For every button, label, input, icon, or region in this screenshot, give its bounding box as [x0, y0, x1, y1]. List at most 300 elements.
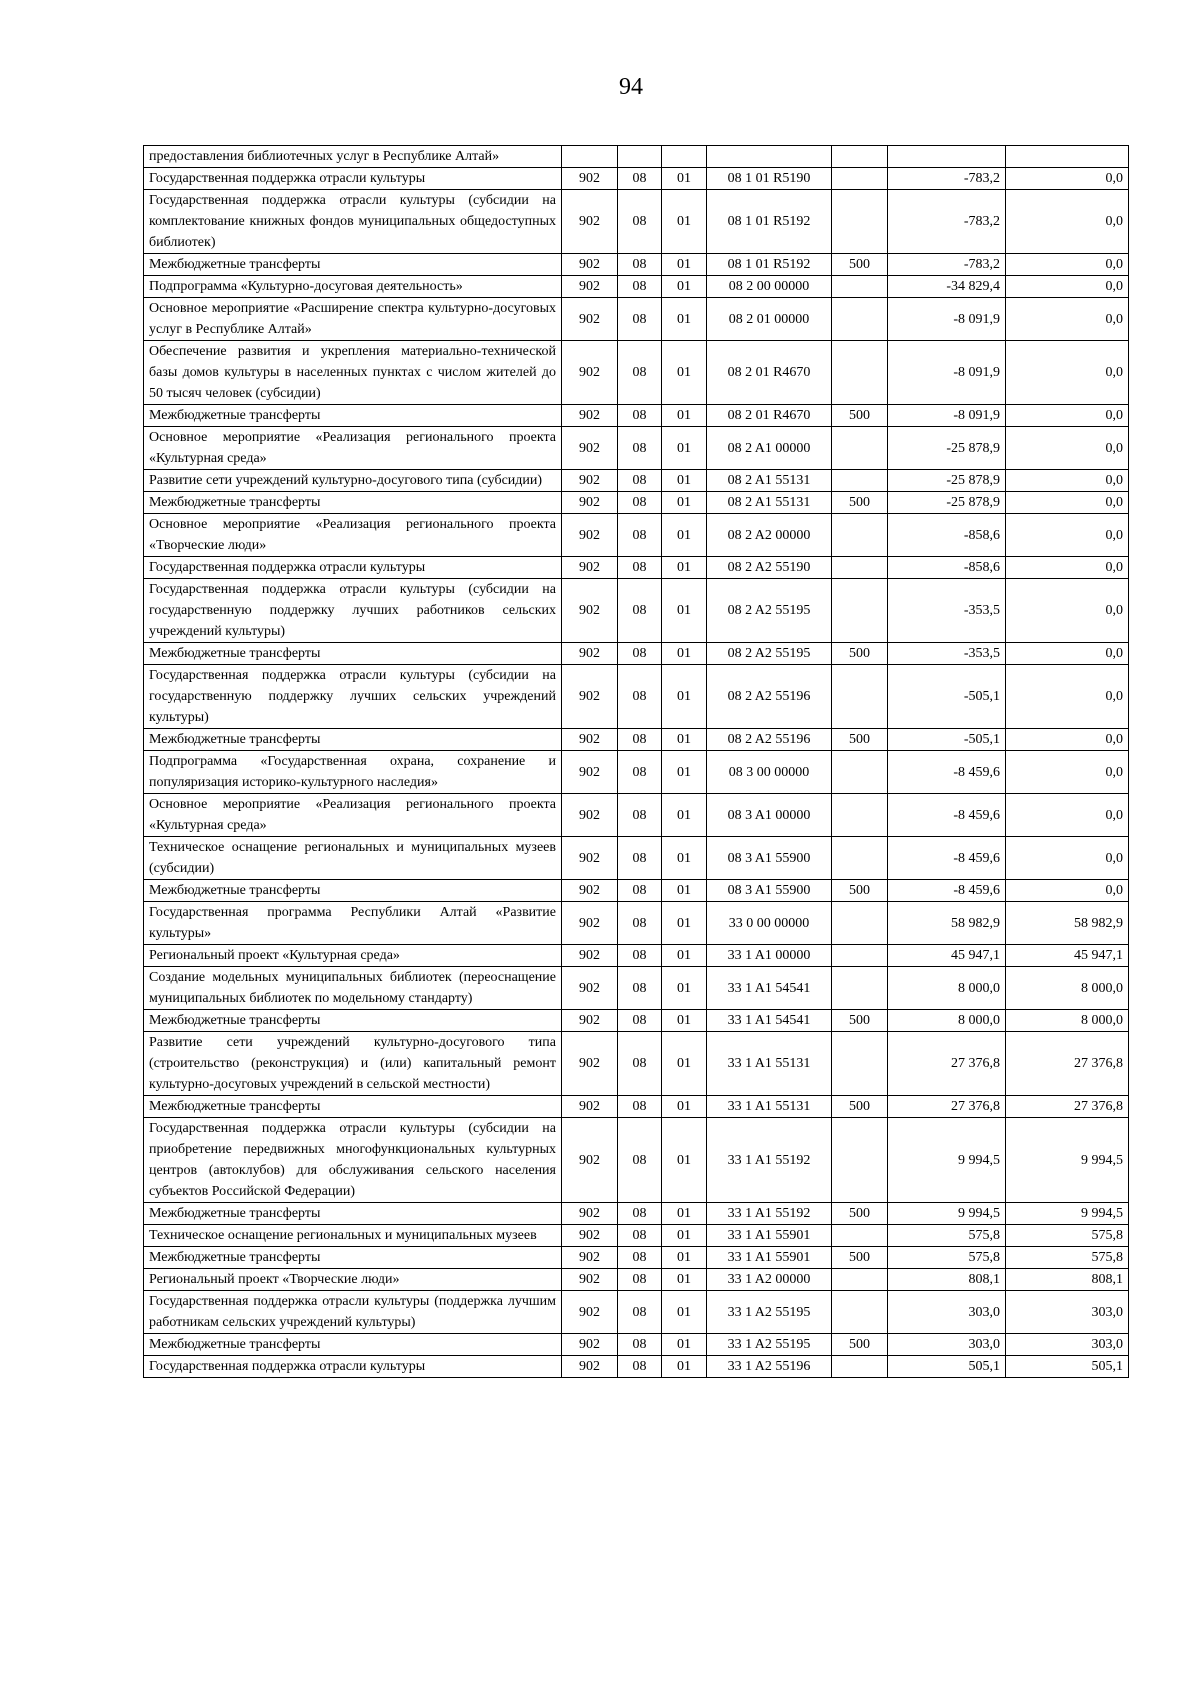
expense-type-cell: 500 — [832, 1247, 888, 1269]
target-article-cell: 08 2 A2 55195 — [707, 579, 832, 643]
table-row — [144, 902, 1129, 945]
table-body — [144, 146, 1129, 1378]
section-code-cell: 08 — [618, 1096, 662, 1118]
amount-year-2-cell: 575,8 — [1006, 1225, 1129, 1247]
amount-year-1-cell: -783,2 — [888, 254, 1006, 276]
expense-type-cell — [832, 794, 888, 837]
section-code-cell: 08 — [618, 1010, 662, 1032]
item-name-cell: Государственная поддержка отрасли культуры — [144, 168, 562, 190]
amount-year-1-cell: 303,0 — [888, 1334, 1006, 1356]
item-name-cell: Межбюджетные трансферты — [144, 1010, 562, 1032]
amount-year-1-cell: -34 829,4 — [888, 276, 1006, 298]
section-code-cell: 08 — [618, 492, 662, 514]
amount-year-2-cell: 27 376,8 — [1006, 1032, 1129, 1096]
target-article-cell: 33 1 A1 55131 — [707, 1032, 832, 1096]
item-name-cell: Обеспечение развития и укрепления материально-технической базы домов культуры в населенных пунктах с числом жителей до 50 тысяч человек (субсидии) — [144, 341, 562, 405]
item-name-cell: Межбюджетные трансферты — [144, 1334, 562, 1356]
amount-year-2-cell: 0,0 — [1006, 557, 1129, 579]
amount-year-1-cell: -25 878,9 — [888, 470, 1006, 492]
subsection-code-cell: 01 — [662, 643, 707, 665]
subsection-code-cell: 01 — [662, 168, 707, 190]
amount-year-1-cell: -8 459,6 — [888, 794, 1006, 837]
item-name-cell: Государственная поддержка отрасли культуры (субсидии на государственную поддержку лучших сельских учреждений культуры) — [144, 665, 562, 729]
subsection-code-cell: 01 — [662, 1291, 707, 1334]
item-name-cell: Межбюджетные трансферты — [144, 1203, 562, 1225]
expense-type-cell — [832, 1291, 888, 1334]
target-article-cell: 08 3 00 00000 — [707, 751, 832, 794]
expense-type-cell — [832, 514, 888, 557]
target-article-cell: 33 1 A1 55192 — [707, 1118, 832, 1203]
section-code-cell: 08 — [618, 190, 662, 254]
amount-year-1-cell: -25 878,9 — [888, 492, 1006, 514]
expense-type-cell — [832, 837, 888, 880]
table-row — [144, 751, 1129, 794]
section-code-cell: 08 — [618, 298, 662, 341]
amount-year-2-cell: 0,0 — [1006, 643, 1129, 665]
subsection-code-cell — [662, 146, 707, 168]
amount-year-2-cell: 9 994,5 — [1006, 1118, 1129, 1203]
target-article-cell: 08 2 A2 55196 — [707, 665, 832, 729]
table-row — [144, 427, 1129, 470]
section-code-cell: 08 — [618, 514, 662, 557]
subsection-code-cell: 01 — [662, 1225, 707, 1247]
subsection-code-cell: 01 — [662, 1334, 707, 1356]
subsection-code-cell: 01 — [662, 298, 707, 341]
item-name-cell: предоставления библиотечных услуг в Республике Алтай» — [144, 146, 562, 168]
target-article-cell: 08 3 A1 55900 — [707, 880, 832, 902]
ministry-code-cell: 902 — [562, 427, 618, 470]
subsection-code-cell: 01 — [662, 427, 707, 470]
table-row — [144, 1225, 1129, 1247]
expense-type-cell — [832, 298, 888, 341]
section-code-cell: 08 — [618, 427, 662, 470]
ministry-code-cell: 902 — [562, 751, 618, 794]
section-code-cell: 08 — [618, 276, 662, 298]
ministry-code-cell: 902 — [562, 276, 618, 298]
item-name-cell: Техническое оснащение региональных и муниципальных музеев (субсидии) — [144, 837, 562, 880]
ministry-code-cell: 902 — [562, 1269, 618, 1291]
ministry-code-cell: 902 — [562, 190, 618, 254]
ministry-code-cell: 902 — [562, 643, 618, 665]
section-code-cell: 08 — [618, 880, 662, 902]
expense-type-cell — [832, 168, 888, 190]
item-name-cell: Государственная программа Республики Алтай «Развитие культуры» — [144, 902, 562, 945]
expense-type-cell — [832, 427, 888, 470]
table-row — [144, 405, 1129, 427]
subsection-code-cell: 01 — [662, 470, 707, 492]
amount-year-1-cell: 8 000,0 — [888, 967, 1006, 1010]
subsection-code-cell: 01 — [662, 665, 707, 729]
amount-year-2-cell: 575,8 — [1006, 1247, 1129, 1269]
amount-year-1-cell: 575,8 — [888, 1247, 1006, 1269]
amount-year-2-cell: 0,0 — [1006, 276, 1129, 298]
table-row — [144, 470, 1129, 492]
amount-year-2-cell: 0,0 — [1006, 751, 1129, 794]
item-name-cell: Межбюджетные трансферты — [144, 880, 562, 902]
expense-type-cell — [832, 1356, 888, 1378]
section-code-cell: 08 — [618, 579, 662, 643]
table-row — [144, 190, 1129, 254]
subsection-code-cell: 01 — [662, 557, 707, 579]
item-name-cell: Подпрограмма «Культурно-досуговая деятельность» — [144, 276, 562, 298]
item-name-cell: Региональный проект «Культурная среда» — [144, 945, 562, 967]
section-code-cell: 08 — [618, 902, 662, 945]
item-name-cell: Развитие сети учреждений культурно-досугового типа (субсидии) — [144, 470, 562, 492]
table-row — [144, 1010, 1129, 1032]
section-code-cell: 08 — [618, 837, 662, 880]
ministry-code-cell: 902 — [562, 405, 618, 427]
subsection-code-cell: 01 — [662, 1010, 707, 1032]
subsection-code-cell: 01 — [662, 405, 707, 427]
section-code-cell: 08 — [618, 1118, 662, 1203]
ministry-code-cell: 902 — [562, 1203, 618, 1225]
subsection-code-cell: 01 — [662, 190, 707, 254]
section-code-cell: 08 — [618, 168, 662, 190]
amount-year-1-cell: 27 376,8 — [888, 1096, 1006, 1118]
expense-type-cell — [832, 579, 888, 643]
subsection-code-cell: 01 — [662, 729, 707, 751]
table-row — [144, 1334, 1129, 1356]
item-name-cell: Межбюджетные трансферты — [144, 492, 562, 514]
section-code-cell: 08 — [618, 1225, 662, 1247]
expense-type-cell — [832, 470, 888, 492]
target-article-cell: 08 3 A1 00000 — [707, 794, 832, 837]
ministry-code-cell: 902 — [562, 945, 618, 967]
expense-type-cell — [832, 967, 888, 1010]
amount-year-2-cell: 8 000,0 — [1006, 1010, 1129, 1032]
subsection-code-cell: 01 — [662, 341, 707, 405]
section-code-cell: 08 — [618, 254, 662, 276]
expense-type-cell — [832, 902, 888, 945]
table-row — [144, 665, 1129, 729]
amount-year-2-cell: 58 982,9 — [1006, 902, 1129, 945]
expense-type-cell: 500 — [832, 1203, 888, 1225]
target-article-cell: 08 1 01 R5192 — [707, 190, 832, 254]
item-name-cell: Техническое оснащение региональных и муниципальных музеев — [144, 1225, 562, 1247]
amount-year-1-cell: 505,1 — [888, 1356, 1006, 1378]
amount-year-2-cell: 0,0 — [1006, 427, 1129, 470]
ministry-code-cell: 902 — [562, 665, 618, 729]
amount-year-2-cell: 45 947,1 — [1006, 945, 1129, 967]
amount-year-2-cell: 0,0 — [1006, 405, 1129, 427]
target-article-cell: 08 3 A1 55900 — [707, 837, 832, 880]
amount-year-2-cell: 0,0 — [1006, 341, 1129, 405]
target-article-cell — [707, 146, 832, 168]
table-row — [144, 146, 1129, 168]
target-article-cell: 33 1 A1 55901 — [707, 1225, 832, 1247]
expense-type-cell: 500 — [832, 729, 888, 751]
subsection-code-cell: 01 — [662, 579, 707, 643]
table-row — [144, 1356, 1129, 1378]
target-article-cell: 08 2 A2 55196 — [707, 729, 832, 751]
amount-year-1-cell: -8 091,9 — [888, 298, 1006, 341]
subsection-code-cell: 01 — [662, 837, 707, 880]
subsection-code-cell: 01 — [662, 751, 707, 794]
item-name-cell: Межбюджетные трансферты — [144, 1096, 562, 1118]
amount-year-2-cell: 0,0 — [1006, 298, 1129, 341]
ministry-code-cell: 902 — [562, 1356, 618, 1378]
subsection-code-cell: 01 — [662, 1356, 707, 1378]
table-row — [144, 794, 1129, 837]
ministry-code-cell: 902 — [562, 298, 618, 341]
amount-year-2-cell: 0,0 — [1006, 470, 1129, 492]
item-name-cell: Государственная поддержка отрасли культуры (субсидии на приобретение передвижных многофункциональных культурных центров (автоклубов) для обслуживания сельского населения субъектов Российской Федерации) — [144, 1118, 562, 1203]
amount-year-1-cell: 9 994,5 — [888, 1203, 1006, 1225]
amount-year-2-cell: 303,0 — [1006, 1291, 1129, 1334]
page-number: 94 — [619, 74, 643, 100]
section-code-cell: 08 — [618, 557, 662, 579]
amount-year-2-cell: 0,0 — [1006, 665, 1129, 729]
amount-year-2-cell — [1006, 146, 1129, 168]
section-code-cell: 08 — [618, 729, 662, 751]
target-article-cell: 08 2 A1 55131 — [707, 470, 832, 492]
item-name-cell: Региональный проект «Творческие люди» — [144, 1269, 562, 1291]
table-row — [144, 168, 1129, 190]
ministry-code-cell: 902 — [562, 1334, 618, 1356]
expense-type-cell: 500 — [832, 880, 888, 902]
target-article-cell: 08 2 01 R4670 — [707, 341, 832, 405]
budget-table — [143, 145, 1129, 1378]
amount-year-1-cell: -8 459,6 — [888, 837, 1006, 880]
target-article-cell: 33 1 A1 55901 — [707, 1247, 832, 1269]
amount-year-1-cell: 8 000,0 — [888, 1010, 1006, 1032]
ministry-code-cell: 902 — [562, 254, 618, 276]
target-article-cell: 33 1 A2 55195 — [707, 1291, 832, 1334]
target-article-cell: 33 0 00 00000 — [707, 902, 832, 945]
table-row — [144, 514, 1129, 557]
amount-year-1-cell — [888, 146, 1006, 168]
ministry-code-cell: 902 — [562, 729, 618, 751]
item-name-cell: Основное мероприятие «Расширение спектра культурно-досуговых услуг в Республике Алтай» — [144, 298, 562, 341]
expense-type-cell — [832, 341, 888, 405]
target-article-cell: 33 1 A1 54541 — [707, 1010, 832, 1032]
subsection-code-cell: 01 — [662, 1247, 707, 1269]
amount-year-1-cell: -783,2 — [888, 190, 1006, 254]
table-row — [144, 341, 1129, 405]
table-row — [144, 1247, 1129, 1269]
expense-type-cell: 500 — [832, 643, 888, 665]
target-article-cell: 08 2 A1 00000 — [707, 427, 832, 470]
subsection-code-cell: 01 — [662, 945, 707, 967]
section-code-cell: 08 — [618, 643, 662, 665]
section-code-cell: 08 — [618, 751, 662, 794]
subsection-code-cell: 01 — [662, 967, 707, 1010]
target-article-cell: 08 2 01 00000 — [707, 298, 832, 341]
target-article-cell: 08 1 01 R5192 — [707, 254, 832, 276]
expense-type-cell — [832, 1032, 888, 1096]
section-code-cell: 08 — [618, 1032, 662, 1096]
amount-year-2-cell: 8 000,0 — [1006, 967, 1129, 1010]
table-row — [144, 945, 1129, 967]
amount-year-1-cell: -858,6 — [888, 514, 1006, 557]
amount-year-2-cell: 27 376,8 — [1006, 1096, 1129, 1118]
target-article-cell: 33 1 A1 00000 — [707, 945, 832, 967]
ministry-code-cell: 902 — [562, 1291, 618, 1334]
expense-type-cell — [832, 751, 888, 794]
item-name-cell: Межбюджетные трансферты — [144, 254, 562, 276]
target-article-cell: 08 2 01 R4670 — [707, 405, 832, 427]
amount-year-1-cell: -8 091,9 — [888, 341, 1006, 405]
target-article-cell: 33 1 A2 55195 — [707, 1334, 832, 1356]
expense-type-cell — [832, 1118, 888, 1203]
section-code-cell: 08 — [618, 1269, 662, 1291]
ministry-code-cell: 902 — [562, 341, 618, 405]
table-row — [144, 254, 1129, 276]
amount-year-2-cell: 0,0 — [1006, 190, 1129, 254]
ministry-code-cell: 902 — [562, 492, 618, 514]
amount-year-2-cell: 0,0 — [1006, 514, 1129, 557]
expense-type-cell — [832, 276, 888, 298]
target-article-cell: 33 1 A2 00000 — [707, 1269, 832, 1291]
amount-year-1-cell: -25 878,9 — [888, 427, 1006, 470]
amount-year-1-cell: -858,6 — [888, 557, 1006, 579]
target-article-cell: 08 2 00 00000 — [707, 276, 832, 298]
ministry-code-cell: 902 — [562, 837, 618, 880]
amount-year-1-cell: 58 982,9 — [888, 902, 1006, 945]
ministry-code-cell: 902 — [562, 967, 618, 1010]
amount-year-2-cell: 0,0 — [1006, 254, 1129, 276]
section-code-cell: 08 — [618, 341, 662, 405]
target-article-cell: 08 2 A2 55190 — [707, 557, 832, 579]
ministry-code-cell: 902 — [562, 1225, 618, 1247]
table-row — [144, 837, 1129, 880]
expense-type-cell: 500 — [832, 405, 888, 427]
item-name-cell: Государственная поддержка отрасли культуры — [144, 1356, 562, 1378]
amount-year-1-cell: -8 459,6 — [888, 751, 1006, 794]
table-row — [144, 967, 1129, 1010]
expense-type-cell — [832, 945, 888, 967]
ministry-code-cell: 902 — [562, 1096, 618, 1118]
expense-type-cell — [832, 1269, 888, 1291]
subsection-code-cell: 01 — [662, 254, 707, 276]
table-row — [144, 1203, 1129, 1225]
item-name-cell: Межбюджетные трансферты — [144, 643, 562, 665]
amount-year-1-cell: 27 376,8 — [888, 1032, 1006, 1096]
expense-type-cell — [832, 557, 888, 579]
amount-year-1-cell: -353,5 — [888, 643, 1006, 665]
expense-type-cell: 500 — [832, 254, 888, 276]
item-name-cell: Государственная поддержка отрасли культуры (поддержка лучшим работникам сельских учреждений культуры) — [144, 1291, 562, 1334]
ministry-code-cell: 902 — [562, 470, 618, 492]
expense-type-cell: 500 — [832, 492, 888, 514]
section-code-cell — [618, 146, 662, 168]
section-code-cell: 08 — [618, 1203, 662, 1225]
section-code-cell: 08 — [618, 405, 662, 427]
subsection-code-cell: 01 — [662, 880, 707, 902]
subsection-code-cell: 01 — [662, 1203, 707, 1225]
target-article-cell: 08 2 A1 55131 — [707, 492, 832, 514]
item-name-cell: Государственная поддержка отрасли культуры (субсидии на комплектование книжных фондов муниципальных общедоступных библиотек) — [144, 190, 562, 254]
amount-year-2-cell: 0,0 — [1006, 729, 1129, 751]
target-article-cell: 33 1 A2 55196 — [707, 1356, 832, 1378]
ministry-code-cell: 902 — [562, 794, 618, 837]
item-name-cell: Межбюджетные трансферты — [144, 1247, 562, 1269]
section-code-cell: 08 — [618, 665, 662, 729]
amount-year-2-cell: 0,0 — [1006, 837, 1129, 880]
amount-year-2-cell: 0,0 — [1006, 579, 1129, 643]
ministry-code-cell: 902 — [562, 1032, 618, 1096]
expense-type-cell — [832, 1225, 888, 1247]
amount-year-1-cell: -505,1 — [888, 729, 1006, 751]
section-code-cell: 08 — [618, 1334, 662, 1356]
ministry-code-cell: 902 — [562, 557, 618, 579]
table-row — [144, 1291, 1129, 1334]
amount-year-1-cell: 575,8 — [888, 1225, 1006, 1247]
expense-type-cell — [832, 146, 888, 168]
subsection-code-cell: 01 — [662, 1032, 707, 1096]
table-row — [144, 880, 1129, 902]
section-code-cell: 08 — [618, 470, 662, 492]
item-name-cell: Подпрограмма «Государственная охрана, сохранение и популяризация историко-культурного наследия» — [144, 751, 562, 794]
amount-year-1-cell: 45 947,1 — [888, 945, 1006, 967]
subsection-code-cell: 01 — [662, 902, 707, 945]
item-name-cell: Основное мероприятие «Реализация регионального проекта «Культурная среда» — [144, 794, 562, 837]
table-row — [144, 1118, 1129, 1203]
subsection-code-cell: 01 — [662, 1118, 707, 1203]
amount-year-2-cell: 0,0 — [1006, 794, 1129, 837]
expense-type-cell: 500 — [832, 1010, 888, 1032]
amount-year-2-cell: 0,0 — [1006, 168, 1129, 190]
table-row — [144, 276, 1129, 298]
subsection-code-cell: 01 — [662, 1096, 707, 1118]
expense-type-cell — [832, 665, 888, 729]
target-article-cell: 33 1 A1 55192 — [707, 1203, 832, 1225]
ministry-code-cell: 902 — [562, 1118, 618, 1203]
ministry-code-cell: 902 — [562, 579, 618, 643]
amount-year-1-cell: -8 091,9 — [888, 405, 1006, 427]
amount-year-2-cell: 0,0 — [1006, 880, 1129, 902]
amount-year-1-cell: -353,5 — [888, 579, 1006, 643]
amount-year-2-cell: 9 994,5 — [1006, 1203, 1129, 1225]
ministry-code-cell: 902 — [562, 1010, 618, 1032]
subsection-code-cell: 01 — [662, 514, 707, 557]
table-row — [144, 579, 1129, 643]
item-name-cell: Государственная поддержка отрасли культуры (субсидии на государственную поддержку лучших работников сельских учреждений культуры) — [144, 579, 562, 643]
section-code-cell: 08 — [618, 1247, 662, 1269]
ministry-code-cell — [562, 146, 618, 168]
table-row — [144, 298, 1129, 341]
amount-year-1-cell: -8 459,6 — [888, 880, 1006, 902]
subsection-code-cell: 01 — [662, 1269, 707, 1291]
table-row — [144, 1269, 1129, 1291]
expense-type-cell: 500 — [832, 1334, 888, 1356]
target-article-cell: 33 1 A1 55131 — [707, 1096, 832, 1118]
subsection-code-cell: 01 — [662, 492, 707, 514]
subsection-code-cell: 01 — [662, 276, 707, 298]
table-row — [144, 557, 1129, 579]
table-row — [144, 492, 1129, 514]
amount-year-1-cell: 808,1 — [888, 1269, 1006, 1291]
target-article-cell: 08 1 01 R5190 — [707, 168, 832, 190]
ministry-code-cell: 902 — [562, 880, 618, 902]
amount-year-2-cell: 0,0 — [1006, 492, 1129, 514]
ministry-code-cell: 902 — [562, 1247, 618, 1269]
amount-year-1-cell: 9 994,5 — [888, 1118, 1006, 1203]
table-row — [144, 1032, 1129, 1096]
subsection-code-cell: 01 — [662, 794, 707, 837]
section-code-cell: 08 — [618, 1291, 662, 1334]
ministry-code-cell: 902 — [562, 514, 618, 557]
item-name-cell: Межбюджетные трансферты — [144, 729, 562, 751]
item-name-cell: Основное мероприятие «Реализация регионального проекта «Культурная среда» — [144, 427, 562, 470]
amount-year-1-cell: -505,1 — [888, 665, 1006, 729]
item-name-cell: Развитие сети учреждений культурно-досугового типа (строительство (реконструкция) и (или) капитальный ремонт культурно-досуговых учреждений в сельской местности) — [144, 1032, 562, 1096]
target-article-cell: 08 2 A2 00000 — [707, 514, 832, 557]
item-name-cell: Межбюджетные трансферты — [144, 405, 562, 427]
table-row — [144, 643, 1129, 665]
section-code-cell: 08 — [618, 794, 662, 837]
item-name-cell: Создание модельных муниципальных библиотек (переоснащение муниципальных библиотек по модельному стандарту) — [144, 967, 562, 1010]
